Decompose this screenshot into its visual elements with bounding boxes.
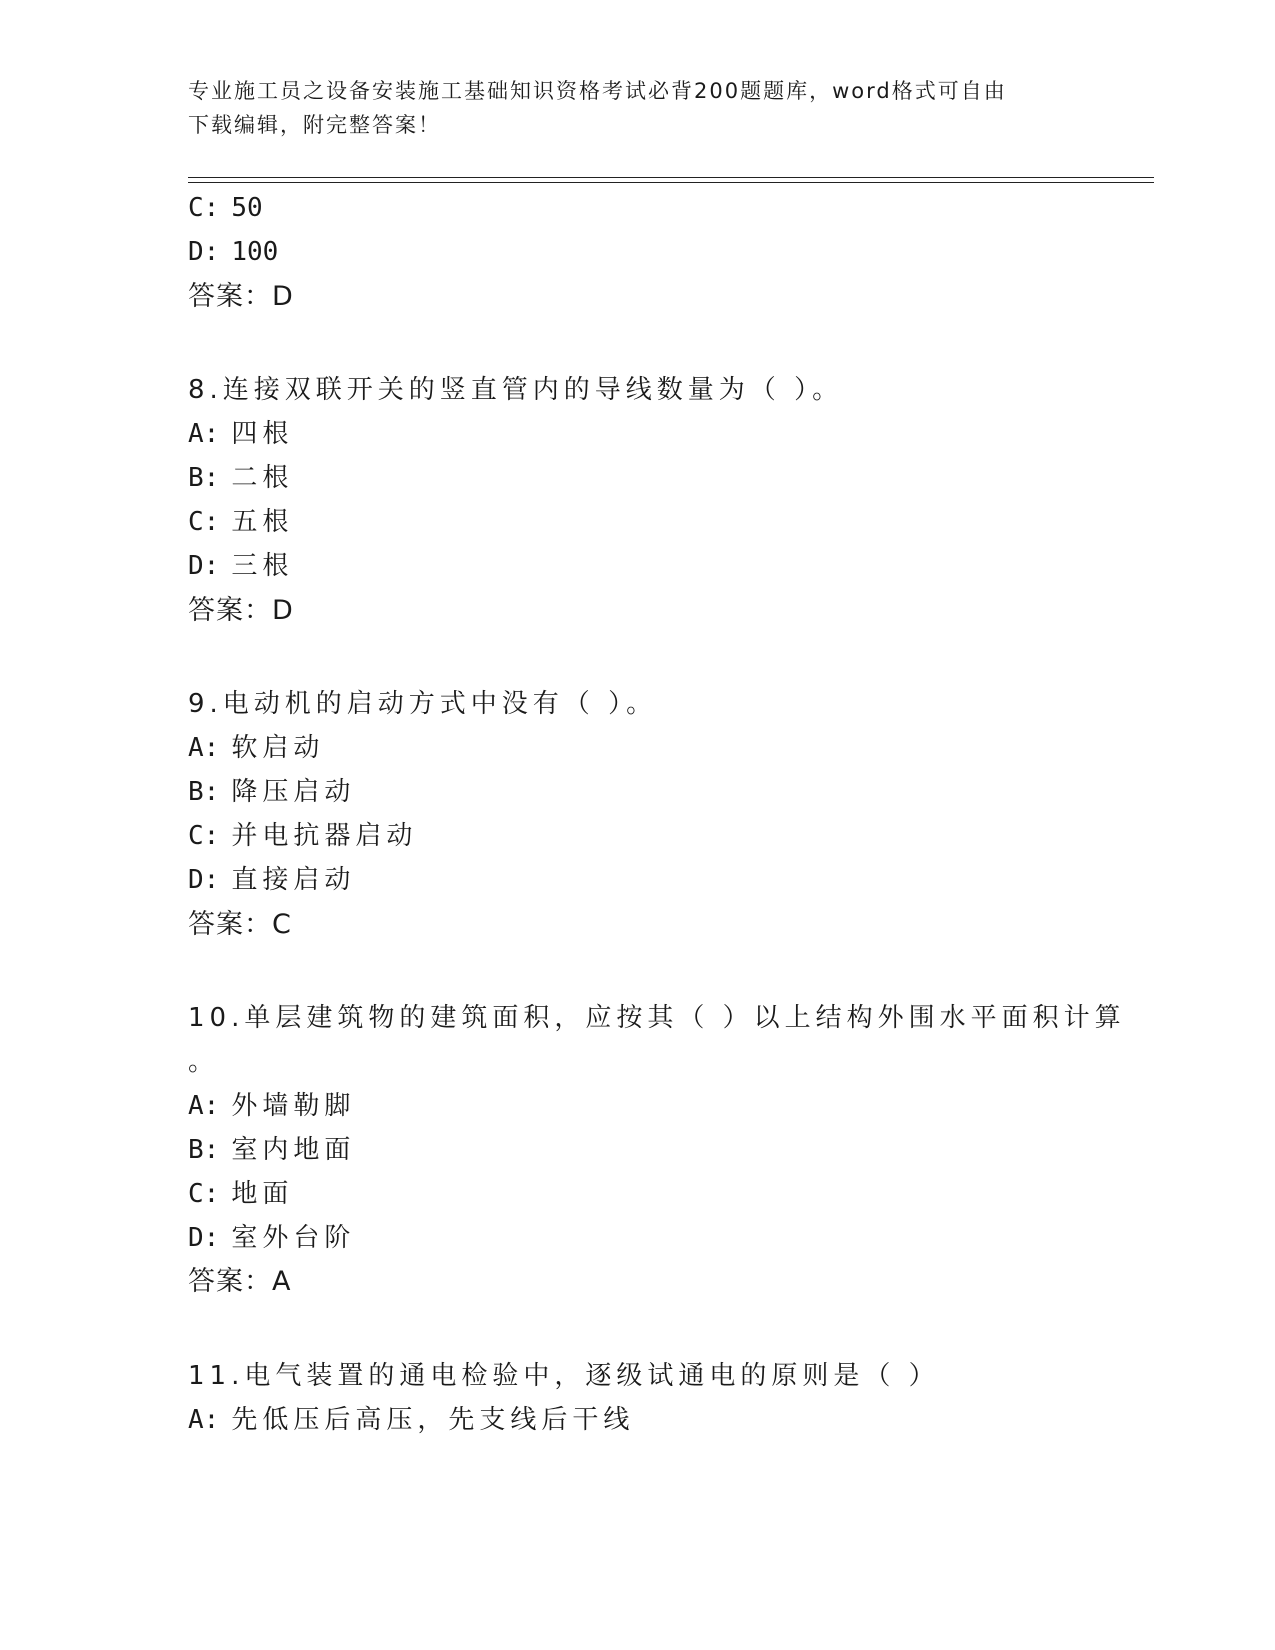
option-label: D:	[188, 865, 220, 895]
question-10-option-c	[188, 1176, 293, 1212]
option-label: B:	[188, 463, 220, 493]
option-text: 室内地面	[231, 1135, 356, 1165]
question-9-stem: 9.电动机的启动方式中没有（ ）。	[188, 689, 658, 719]
option-label: D:	[188, 1223, 220, 1253]
question-8-stem: 8.连接双联开关的竖直管内的导线数量为（ ）。	[188, 375, 844, 405]
answer-line: 答案：D	[188, 281, 294, 312]
option-text: 四根	[231, 419, 294, 449]
option-label: A:	[188, 1405, 220, 1435]
option-text: 50	[231, 193, 263, 223]
option-text: 五根	[231, 507, 294, 537]
option-text: 100	[231, 237, 279, 267]
question-8-option-b	[188, 460, 293, 496]
option-d	[188, 234, 278, 270]
option-label: C:	[188, 1179, 220, 1209]
option-label: C:	[188, 193, 220, 223]
option-label: D:	[188, 237, 220, 267]
header-divider-bottom	[188, 182, 1154, 183]
option-label: D:	[188, 551, 220, 581]
question-8-option-c	[188, 504, 293, 540]
option-label: C:	[188, 507, 220, 537]
question-10-stem-continued: 。	[188, 1047, 220, 1077]
option-text: 外墙勒脚	[231, 1091, 356, 1121]
option-text: 室外台阶	[231, 1223, 356, 1253]
question-9-option-b	[188, 774, 355, 810]
option-text: 并电抗器启动	[231, 821, 418, 851]
question-11-stem: 11.电气装置的通电检验中，逐级试通电的原则是（ ）	[188, 1361, 940, 1391]
option-text: 地面	[231, 1179, 294, 1209]
option-label: A:	[188, 419, 220, 449]
question-10-option-a	[188, 1088, 355, 1124]
question-10-option-b	[188, 1132, 355, 1168]
document-header	[188, 74, 1088, 142]
header-title-line-1: 专业施工员之设备安装施工基础知识资格考试必背200题题库，word格式可自由	[188, 79, 1007, 103]
header-title-line-2: 下载编辑，附完整答案！	[188, 113, 441, 137]
option-text: 软启动	[231, 733, 325, 763]
question-9-answer: 答案：C	[188, 909, 292, 940]
question-8-answer: 答案：D	[188, 595, 294, 626]
option-c	[188, 190, 263, 226]
question-10-option-d	[188, 1220, 355, 1256]
option-label: B:	[188, 777, 220, 807]
option-label: C:	[188, 821, 220, 851]
question-8-option-d	[188, 548, 293, 584]
option-label: A:	[188, 733, 220, 763]
option-text: 直接启动	[231, 865, 356, 895]
question-11-option-a	[188, 1402, 634, 1438]
question-9-option-c	[188, 818, 417, 854]
option-text: 三根	[231, 551, 294, 581]
question-9-option-d	[188, 862, 355, 898]
question-8-option-a	[188, 416, 293, 452]
option-label: A:	[188, 1091, 220, 1121]
question-10-answer: 答案：A	[188, 1266, 292, 1297]
option-text: 二根	[231, 463, 294, 493]
option-text: 先低压后高压，先支线后干线	[231, 1405, 635, 1435]
question-10-stem: 10.单层建筑物的建筑面积，应按其（ ）以上结构外围水平面积计算	[188, 1003, 1126, 1033]
option-text: 降压启动	[231, 777, 356, 807]
header-divider-top	[188, 177, 1154, 178]
question-9-option-a	[188, 730, 324, 766]
option-label: B:	[188, 1135, 220, 1165]
